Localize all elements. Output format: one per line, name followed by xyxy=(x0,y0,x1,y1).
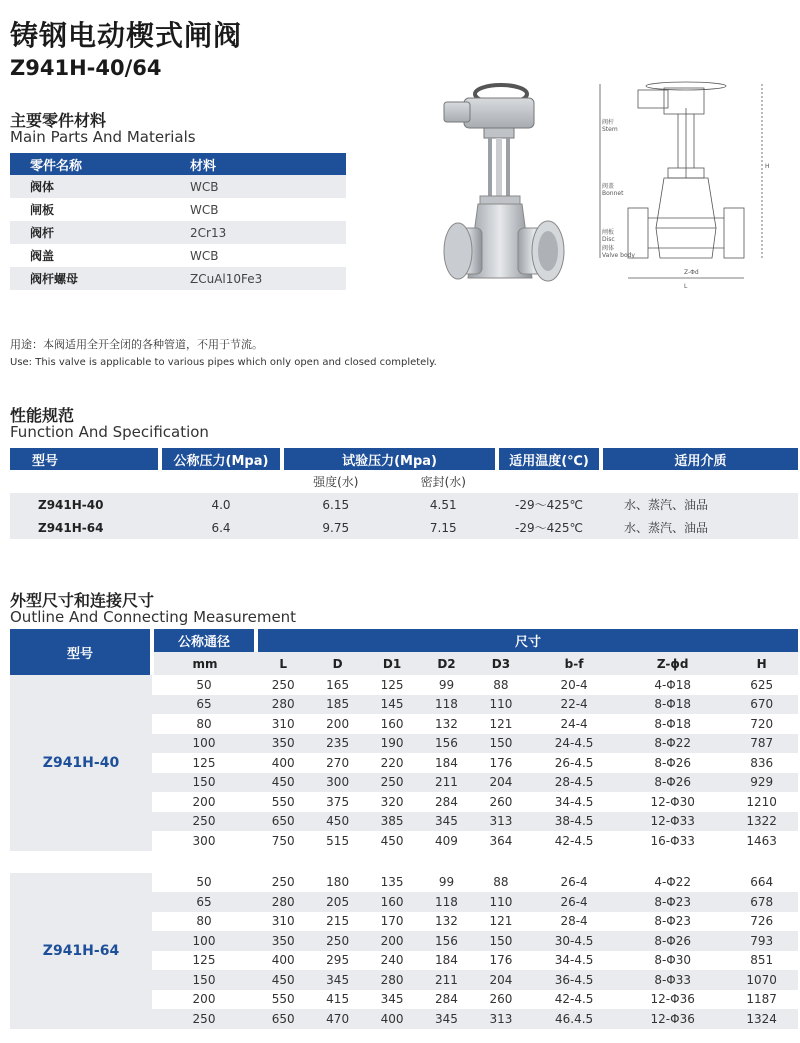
dim-value: 250 xyxy=(310,931,364,951)
dim-value: 1187 xyxy=(746,992,777,1007)
dim-value: 132 xyxy=(435,716,458,731)
dim-value: 550 xyxy=(271,992,295,1007)
dim-value: 240 xyxy=(380,953,404,968)
dim-value: 200 xyxy=(326,716,350,731)
dim-value: 450 xyxy=(380,833,404,848)
dim-value: 204 xyxy=(474,773,528,793)
dim-value: 176 xyxy=(489,755,513,770)
dim-value: 211 xyxy=(419,970,473,990)
dim-value: 400 xyxy=(271,755,295,770)
dim-value: 400 xyxy=(365,1009,419,1029)
dim-value: 38-4.5 xyxy=(528,812,620,832)
dim-value: 929 xyxy=(725,773,798,793)
spec-seal: 7.15 xyxy=(390,516,498,539)
dim-dn: 100 xyxy=(152,734,256,754)
table-row xyxy=(10,516,798,539)
spec-header-model: 型号 xyxy=(10,448,160,470)
dim-value: 310 xyxy=(271,914,295,929)
label-body: 阀体 xyxy=(602,245,615,252)
dim-value: 385 xyxy=(365,812,419,832)
model-title: Z941H-40/64 xyxy=(10,56,162,80)
dim-value: 1070 xyxy=(725,970,798,990)
spec-model: Z941H-40 xyxy=(10,493,160,516)
dim-value: 8-Φ26 xyxy=(654,755,692,770)
spec-sub-seal: 密封(水) xyxy=(390,470,498,493)
dim-dn: 250 xyxy=(152,1009,256,1029)
dim-col: L xyxy=(256,652,310,675)
dim-dn: 80 xyxy=(196,914,212,929)
dim-value: 678 xyxy=(725,892,798,912)
spec-medium: 水、蒸汽、油品 xyxy=(601,493,798,516)
usage-cn: 用途：本阀适用全开全闭的各种管道，不用于节流。 xyxy=(10,338,263,351)
dim-value: 8-Φ23 xyxy=(620,892,725,912)
dim-dn: 200 xyxy=(192,992,216,1007)
spec-header-test: 试验压力(Mpa) xyxy=(282,448,497,470)
dim-value: 16-Φ33 xyxy=(650,833,695,848)
dim-col: b-f xyxy=(528,652,620,675)
table-row xyxy=(10,175,346,198)
dim-value: 280 xyxy=(256,695,310,715)
dim-value: 24-4.5 xyxy=(528,734,620,754)
dim-value: 720 xyxy=(750,716,774,731)
dim-value: 34-4.5 xyxy=(554,794,594,809)
spec-strength: 6.15 xyxy=(282,493,390,516)
dim-value: 350 xyxy=(256,734,310,754)
table-row xyxy=(10,244,346,267)
dim-dn: 80 xyxy=(196,716,212,731)
dim-value: 215 xyxy=(326,914,350,929)
valve-photo xyxy=(436,78,586,298)
valve-drawing xyxy=(598,78,778,300)
dim-dn: 300 xyxy=(192,833,216,848)
table-row xyxy=(10,675,798,695)
dim-dn: 125 xyxy=(192,755,216,770)
label-disc-en: Disc xyxy=(602,236,615,243)
dim-value: 200 xyxy=(365,931,419,951)
dim-value: 260 xyxy=(489,794,513,809)
part-material: WCB xyxy=(190,248,219,263)
dim-model: Z941H-64 xyxy=(10,873,152,1029)
dim-value: 211 xyxy=(419,773,473,793)
group-gap xyxy=(10,851,798,873)
spec-strength: 9.75 xyxy=(282,516,390,539)
dim-value: 8-Φ33 xyxy=(620,970,725,990)
table-row xyxy=(10,198,346,221)
dim-model: Z941H-40 xyxy=(10,675,152,851)
dim-dn: 50 xyxy=(196,875,212,890)
dim-value: 28-4 xyxy=(560,914,588,929)
dim-header-model: 型号 xyxy=(10,629,152,675)
dim-value: 1463 xyxy=(746,833,777,848)
dim-col: D3 xyxy=(474,652,528,675)
dim-value: 836 xyxy=(750,755,774,770)
dim-value: 650 xyxy=(256,812,310,832)
dim-value: 409 xyxy=(435,833,458,848)
dim-value: 1210 xyxy=(746,794,777,809)
dim-value: 24-4 xyxy=(560,716,588,731)
dim-value: 205 xyxy=(310,892,364,912)
dim-value: 470 xyxy=(310,1009,364,1029)
dim-value: 118 xyxy=(419,892,473,912)
spec-pn: 6.4 xyxy=(160,516,282,539)
dim-value: 135 xyxy=(380,875,404,890)
dim-value: 450 xyxy=(256,970,310,990)
dim-header-dn: 公称通径 xyxy=(152,629,256,652)
dim-value: 313 xyxy=(474,1009,528,1029)
dim-value: 726 xyxy=(750,914,774,929)
parts-header-name: 零件名称 xyxy=(10,153,190,175)
spec-header-pn: 公称压力(Mpa) xyxy=(160,448,282,470)
dim-col: D xyxy=(310,652,364,675)
dim-value: 110 xyxy=(474,892,528,912)
dim-value: 250 xyxy=(271,677,295,692)
parts-title-en: Main Parts And Materials xyxy=(10,128,196,146)
spec-temp: -29～425℃ xyxy=(497,516,601,539)
dim-value: 8-Φ30 xyxy=(654,953,692,968)
dim-value: 180 xyxy=(326,875,350,890)
dim-value: 30-4.5 xyxy=(528,931,620,951)
dim-value: 364 xyxy=(489,833,513,848)
dim-value: 450 xyxy=(310,812,364,832)
dim-dn: 150 xyxy=(152,773,256,793)
dim-value: 270 xyxy=(326,755,350,770)
dim-value: 156 xyxy=(419,734,473,754)
dim-value: 170 xyxy=(380,914,404,929)
dim-value: 320 xyxy=(380,794,404,809)
dim-value: 204 xyxy=(474,970,528,990)
spec-temp: -29～425℃ xyxy=(497,493,601,516)
dim-value: 4-Φ18 xyxy=(654,677,692,692)
dim-value: 250 xyxy=(271,875,295,890)
parts-table xyxy=(10,153,346,290)
label-L: L xyxy=(684,283,688,290)
dim-value: 300 xyxy=(310,773,364,793)
part-material: ZCuAl10Fe3 xyxy=(190,267,346,290)
dim-value: 280 xyxy=(256,892,310,912)
dim-dn: 200 xyxy=(192,794,216,809)
dim-value: 787 xyxy=(725,734,798,754)
table-row xyxy=(10,493,798,516)
dim-value: 99 xyxy=(438,875,455,890)
dim-value: 160 xyxy=(380,716,404,731)
spec-subheader-row xyxy=(10,470,798,493)
dim-value: 26-4 xyxy=(528,892,620,912)
label-bonnet-en: Bonnet xyxy=(602,190,624,197)
dim-value: 415 xyxy=(326,992,350,1007)
part-material: WCB xyxy=(190,175,346,198)
dim-dn: 65 xyxy=(152,695,256,715)
dim-value: 26-4 xyxy=(560,875,588,890)
dim-value: 350 xyxy=(256,931,310,951)
dim-value: 1322 xyxy=(725,812,798,832)
table-row xyxy=(10,267,346,290)
dim-value: 8-Φ18 xyxy=(654,716,692,731)
dim-value: 650 xyxy=(256,1009,310,1029)
dim-value: 121 xyxy=(489,716,513,731)
dim-value: 160 xyxy=(365,892,419,912)
dim-value: 1324 xyxy=(725,1009,798,1029)
dim-value: 99 xyxy=(438,677,455,692)
dim-dn: 50 xyxy=(196,677,212,692)
dim-value: 165 xyxy=(326,677,350,692)
dim-title-en: Outline And Connecting Measurement xyxy=(10,608,297,626)
dim-dn: 250 xyxy=(152,812,256,832)
dim-value: 176 xyxy=(489,953,513,968)
part-name: 阀盖 xyxy=(30,249,55,263)
dim-value: 8-Φ26 xyxy=(620,773,725,793)
dim-value: 42-4.5 xyxy=(554,992,594,1007)
dim-value: 22-4 xyxy=(528,695,620,715)
dim-value: 8-Φ26 xyxy=(620,931,725,951)
dim-value: 132 xyxy=(435,914,458,929)
dim-value: 28-4.5 xyxy=(528,773,620,793)
dim-value: 345 xyxy=(419,812,473,832)
page-title: 铸钢电动楔式闸阀 xyxy=(10,19,243,52)
dim-value: 550 xyxy=(271,794,295,809)
dim-value: 12-Φ36 xyxy=(650,992,695,1007)
label-stem-en: Stem xyxy=(602,126,618,133)
spec-header-medium: 适用介质 xyxy=(601,448,798,470)
dim-value: 235 xyxy=(310,734,364,754)
spec-sub-strength: 强度(水) xyxy=(282,470,390,493)
part-material: WCB xyxy=(190,202,219,217)
dim-value: 150 xyxy=(474,931,528,951)
spec-medium: 水、蒸汽、油品 xyxy=(601,516,798,539)
label-bonnet: 阀盖 xyxy=(602,183,615,190)
dim-value: 156 xyxy=(419,931,473,951)
table-row xyxy=(10,221,346,244)
dim-value: 313 xyxy=(474,812,528,832)
dim-dn: 125 xyxy=(192,953,216,968)
dim-value: 345 xyxy=(419,1009,473,1029)
dim-value: 310 xyxy=(271,716,295,731)
dim-value: 284 xyxy=(435,992,458,1007)
dim-value: 121 xyxy=(489,914,513,929)
dim-value: 284 xyxy=(435,794,458,809)
label-body-en: Valve body xyxy=(602,252,635,259)
dim-value: 295 xyxy=(326,953,350,968)
dim-col: Z-ϕd xyxy=(620,652,725,675)
dim-value: 125 xyxy=(380,677,404,692)
dim-value: 793 xyxy=(725,931,798,951)
dim-value: 280 xyxy=(365,970,419,990)
dim-value: 88 xyxy=(493,677,509,692)
dim-dn: 65 xyxy=(152,892,256,912)
dim-value: 375 xyxy=(326,794,350,809)
dim-value: 12-Φ30 xyxy=(650,794,695,809)
dim-value: 4-Φ22 xyxy=(654,875,692,890)
spec-header-temp: 适用温度(℃) xyxy=(497,448,601,470)
table-row xyxy=(10,873,798,893)
dimension-table xyxy=(10,629,798,1029)
part-name: 阀体 xyxy=(10,175,190,198)
dim-value: 184 xyxy=(435,953,458,968)
spec-table xyxy=(10,448,798,539)
dim-value: 664 xyxy=(750,875,774,890)
dim-value: 185 xyxy=(310,695,364,715)
dim-value: 8-Φ23 xyxy=(654,914,692,929)
dim-value: 670 xyxy=(725,695,798,715)
dim-col: H xyxy=(725,652,798,675)
dim-value: 34-4.5 xyxy=(554,953,594,968)
label-zphid: Z-Φd xyxy=(684,269,699,276)
part-name: 阀杆螺母 xyxy=(10,267,190,290)
dim-dn: 150 xyxy=(152,970,256,990)
dim-value: 400 xyxy=(271,953,295,968)
dim-value: 8-Φ22 xyxy=(620,734,725,754)
dim-value: 345 xyxy=(310,970,364,990)
spec-title-en: Function And Specification xyxy=(10,423,209,441)
dim-value: 150 xyxy=(474,734,528,754)
parts-title-cn: 主要零件材料 xyxy=(10,111,107,130)
dim-value: 20-4 xyxy=(560,677,588,692)
dim-value: 42-4.5 xyxy=(554,833,594,848)
usage-en: Use: This valve is applicable to various pipes which only open and closed completely. xyxy=(10,357,437,368)
dim-value: 36-4.5 xyxy=(528,970,620,990)
dim-value: 220 xyxy=(380,755,404,770)
spec-pn: 4.0 xyxy=(160,493,282,516)
label-H: H xyxy=(765,163,770,170)
dim-col: D2 xyxy=(419,652,473,675)
dim-value: 88 xyxy=(493,875,509,890)
spec-seal: 4.51 xyxy=(390,493,498,516)
dim-value: 118 xyxy=(419,695,473,715)
dim-title-cn: 外型尺寸和连接尺寸 xyxy=(10,591,155,610)
dim-value: 184 xyxy=(435,755,458,770)
dim-value: 12-Φ33 xyxy=(620,812,725,832)
dim-value: 851 xyxy=(750,953,774,968)
dim-value: 250 xyxy=(365,773,419,793)
label-stem: 阀杆 xyxy=(602,119,615,126)
dim-value: 750 xyxy=(271,833,295,848)
dim-value: 450 xyxy=(256,773,310,793)
dim-value: 260 xyxy=(489,992,513,1007)
part-material: 2Cr13 xyxy=(190,221,346,244)
dim-value: 345 xyxy=(380,992,404,1007)
dim-value: 12-Φ36 xyxy=(620,1009,725,1029)
dim-value: 625 xyxy=(750,677,774,692)
part-name: 阀杆 xyxy=(10,221,190,244)
dim-value: 515 xyxy=(326,833,350,848)
dim-col: D1 xyxy=(365,652,419,675)
dim-dn: 100 xyxy=(152,931,256,951)
parts-header-material: 材料 xyxy=(190,153,346,175)
spec-title-cn: 性能规范 xyxy=(10,406,75,425)
part-name: 闸板 xyxy=(30,203,55,217)
spec-model: Z941H-64 xyxy=(10,516,160,539)
dim-value: 110 xyxy=(474,695,528,715)
dim-value: 46.4.5 xyxy=(528,1009,620,1029)
dim-header-size: 尺寸 xyxy=(256,629,798,652)
label-disc: 闸板 xyxy=(602,229,615,236)
dim-value: 8-Φ18 xyxy=(620,695,725,715)
dim-unit: mm xyxy=(152,652,256,675)
dim-value: 145 xyxy=(365,695,419,715)
dim-value: 26-4.5 xyxy=(554,755,594,770)
dim-value: 190 xyxy=(365,734,419,754)
